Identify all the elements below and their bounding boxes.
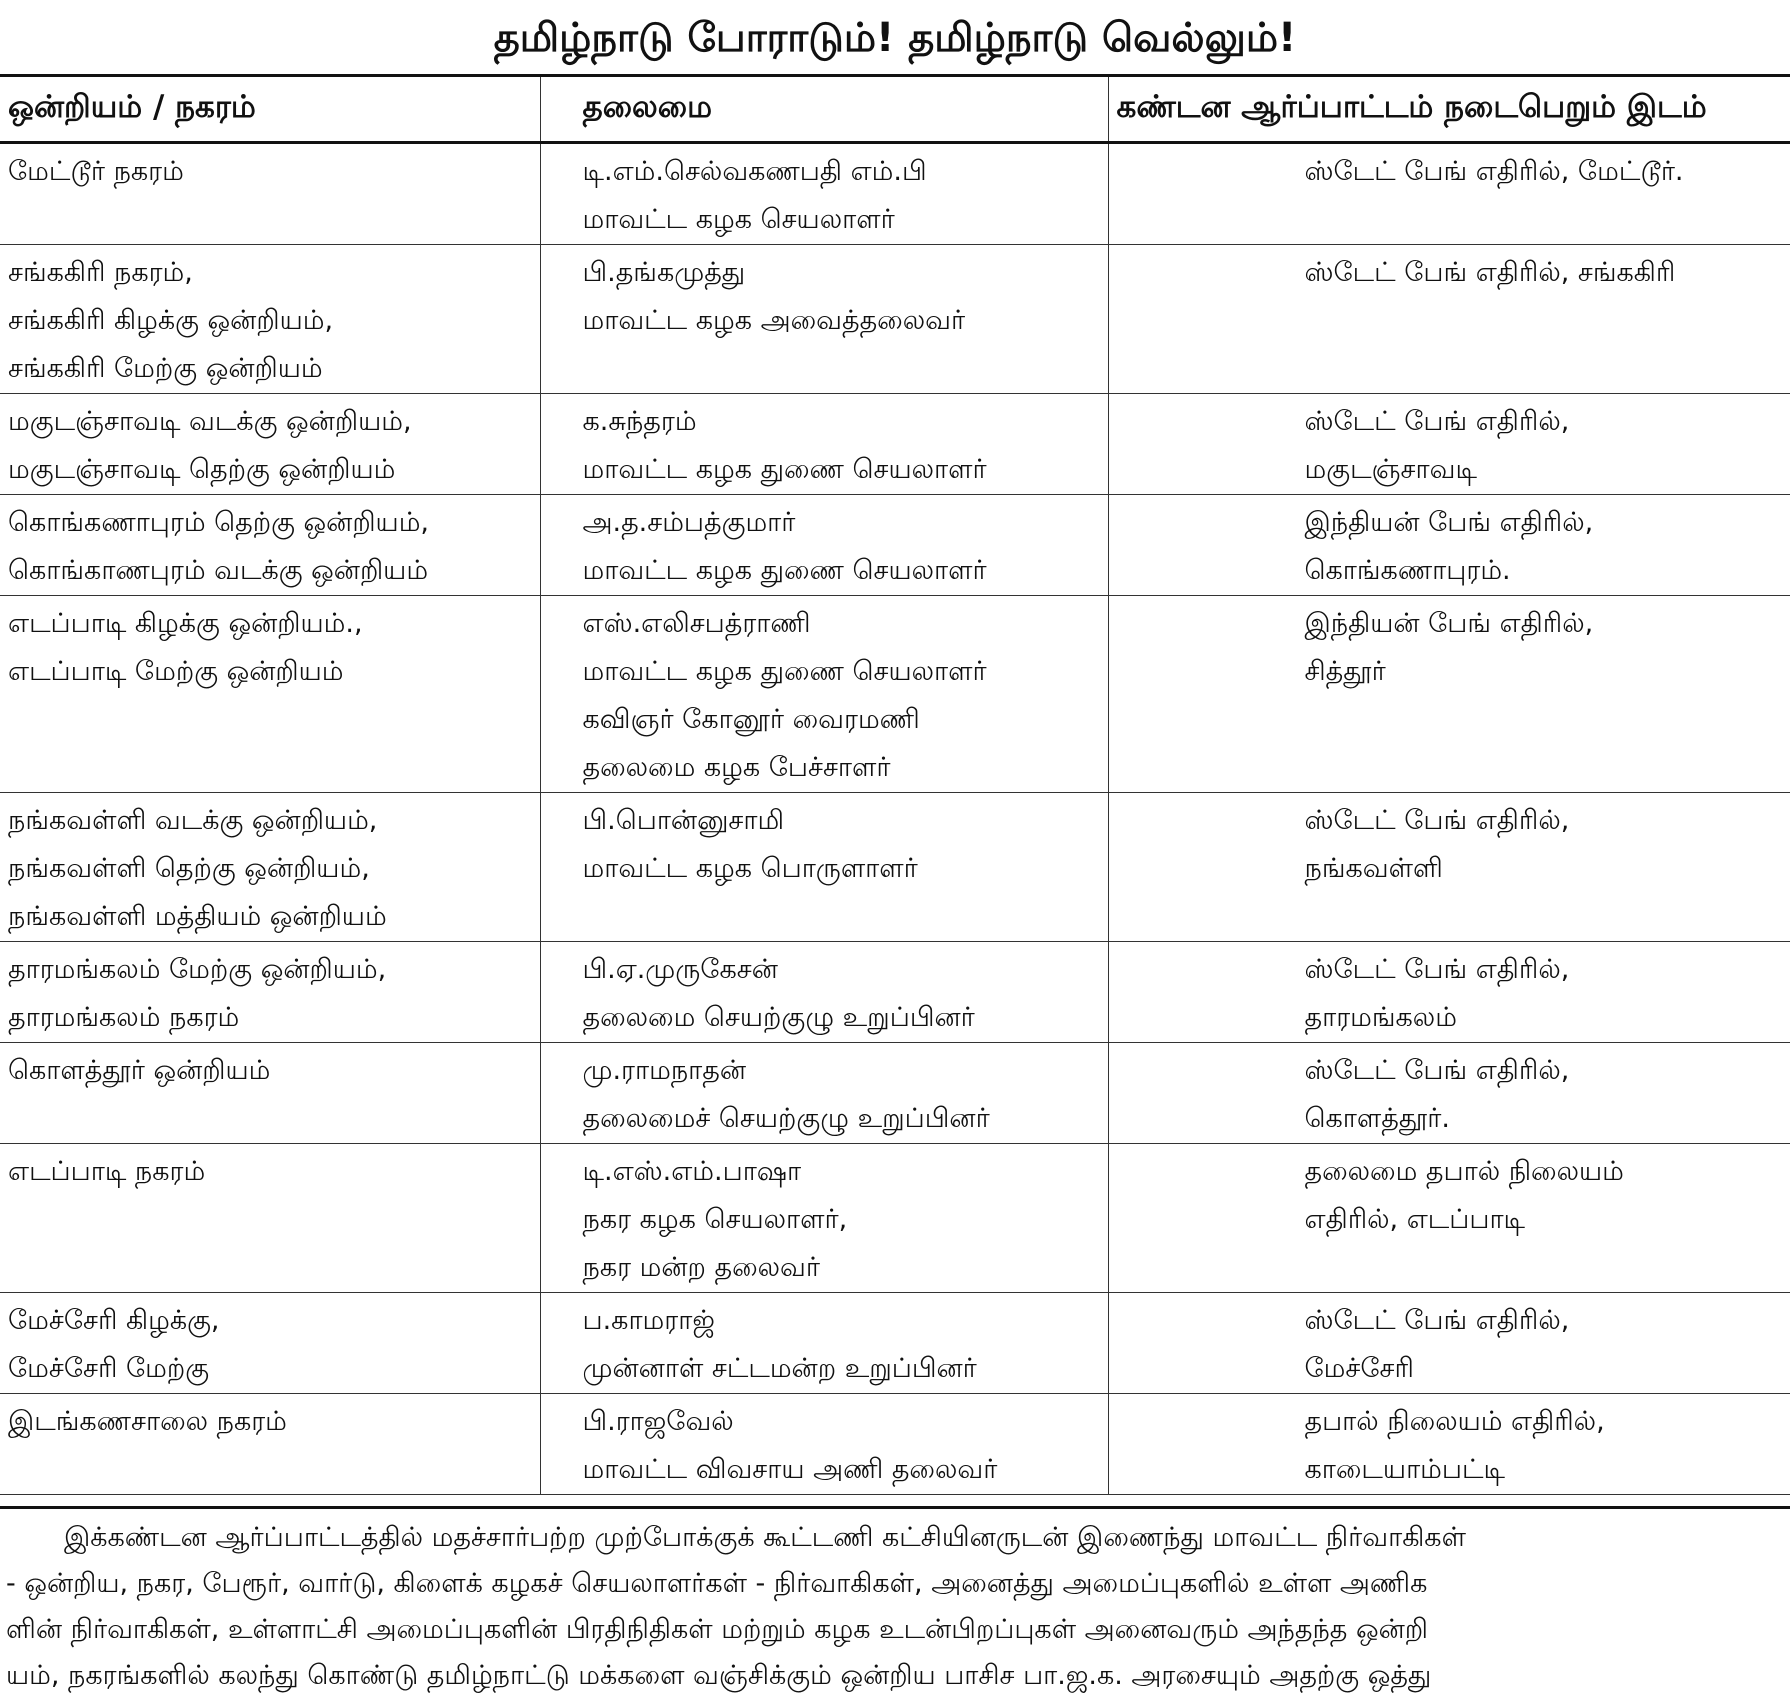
leadership-cell bbox=[540, 1293, 1108, 1394]
paragraph-line: இக்கண்டன ஆர்ப்பாட்டத்தில் மதச்சார்பற்ற முற்போக்குக் கூட்டணி கட்சியினருடன் இணைந்து மாவட்ட நிர்வாகிகள் bbox=[0, 1515, 1790, 1561]
area-line: கொங்கணாபுரம் தெற்கு ஒன்றியம், bbox=[8, 499, 540, 547]
venue-line: ஸ்டேட் பேங் எதிரில், bbox=[1305, 1297, 1790, 1345]
venue-line: மேச்சேரி bbox=[1305, 1345, 1790, 1393]
leadership-line: பி.தங்கமுத்து bbox=[583, 249, 1108, 297]
venue-cell bbox=[1108, 394, 1790, 495]
leadership-line: தலைமை செயற்குழு உறுப்பினர் bbox=[583, 994, 1108, 1042]
area-cell bbox=[0, 495, 540, 596]
leadership-line: பி.பொன்னுசாமி bbox=[583, 797, 1108, 845]
area-line: சங்ககிரி நகரம், bbox=[8, 249, 540, 297]
leadership-line: நகர மன்ற தலைவர் bbox=[583, 1244, 1108, 1292]
venue-line: இந்தியன் பேங் எதிரில், bbox=[1305, 499, 1790, 547]
page-headline: தமிழ்நாடு போராடும்! தமிழ்நாடு வெல்லும்! bbox=[0, 8, 1790, 68]
table-header-row bbox=[0, 76, 1790, 143]
venue-line: நங்கவள்ளி bbox=[1305, 845, 1790, 893]
leadership-line: தலைமைச் செயற்குழு உறுப்பினர் bbox=[583, 1095, 1108, 1143]
area-line: கொளத்தூர் ஒன்றியம் bbox=[8, 1047, 540, 1095]
paragraph-line: - ஒன்றிய, நகர, பேரூர், வார்டு, கிளைக் கழகச் செயலாளர்கள் - நிர்வாகிகள், அனைத்து அமைப்புகளில் உள்ள அணிக bbox=[0, 1561, 1790, 1607]
leadership-cell bbox=[540, 1394, 1108, 1495]
venue-line: ஸ்டேட் பேங் எதிரில், மேட்டூர். bbox=[1305, 148, 1790, 196]
area-line: நங்கவள்ளி வடக்கு ஒன்றியம், bbox=[8, 797, 540, 845]
area-line: எடப்பாடி நகரம் bbox=[8, 1148, 540, 1196]
leadership-line: மாவட்ட கழக துணை செயலாளர் bbox=[583, 648, 1108, 696]
leadership-line: ப.காமராஜ் bbox=[583, 1297, 1108, 1345]
area-line: எடப்பாடி கிழக்கு ஒன்றியம்., bbox=[8, 600, 540, 648]
area-cell bbox=[0, 942, 540, 1043]
protest-schedule-table bbox=[0, 74, 1790, 1495]
leadership-line: மாவட்ட கழக துணை செயலாளர் bbox=[583, 446, 1108, 494]
leadership-line: மாவட்ட விவசாய அணி தலைவர் bbox=[583, 1446, 1108, 1494]
venue-cell bbox=[1108, 1394, 1790, 1495]
venue-line: ஸ்டேட் பேங் எதிரில், bbox=[1305, 1047, 1790, 1095]
area-cell bbox=[0, 596, 540, 793]
leadership-cell bbox=[540, 1043, 1108, 1144]
area-cell bbox=[0, 1043, 540, 1144]
leadership-cell bbox=[540, 596, 1108, 793]
area-cell bbox=[0, 1293, 540, 1394]
leadership-line: க.சுந்தரம் bbox=[583, 398, 1108, 446]
paragraph-line: யம், நகரங்களில் கலந்து கொண்டு தமிழ்நாட்டு மக்களை வஞ்சிக்கும் ஒன்றிய பாசிச பா.ஜ.க. அரசையும் அதற்கு ஒத்து bbox=[0, 1653, 1790, 1699]
venue-cell bbox=[1108, 1144, 1790, 1293]
venue-line: சித்தூர் bbox=[1305, 648, 1790, 696]
leadership-line: முன்னாள் சட்டமன்ற உறுப்பினர் bbox=[583, 1345, 1108, 1393]
area-line: எடப்பாடி மேற்கு ஒன்றியம் bbox=[8, 648, 540, 696]
table-row bbox=[0, 495, 1790, 596]
area-line: மகுடஞ்சாவடி தெற்கு ஒன்றியம் bbox=[8, 446, 540, 494]
table-row bbox=[0, 1394, 1790, 1495]
venue-line: காடையாம்பட்டி bbox=[1305, 1446, 1790, 1494]
area-cell bbox=[0, 793, 540, 942]
leadership-line: டி.எம்.செல்வகணபதி எம்.பி bbox=[583, 148, 1108, 196]
area-line: தாரமங்கலம் நகரம் bbox=[8, 994, 540, 1042]
leadership-line: மாவட்ட கழக பொருளாளர் bbox=[583, 845, 1108, 893]
table-row bbox=[0, 942, 1790, 1043]
venue-cell bbox=[1108, 942, 1790, 1043]
area-cell bbox=[0, 1144, 540, 1293]
leadership-cell bbox=[540, 495, 1108, 596]
venue-cell bbox=[1108, 245, 1790, 394]
venue-line: இந்தியன் பேங் எதிரில், bbox=[1305, 600, 1790, 648]
leadership-line: மாவட்ட கழக அவைத்தலைவர் bbox=[583, 297, 1108, 345]
area-cell bbox=[0, 394, 540, 495]
area-line: சங்ககிரி கிழக்கு ஒன்றியம், bbox=[8, 297, 540, 345]
venue-cell bbox=[1108, 793, 1790, 942]
area-line: இடங்கணசாலை நகரம் bbox=[8, 1398, 540, 1446]
table-row bbox=[0, 1293, 1790, 1394]
venue-line: தாரமங்கலம் bbox=[1305, 994, 1790, 1042]
venue-line: ஸ்டேட் பேங் எதிரில், bbox=[1305, 946, 1790, 994]
area-line: நங்கவள்ளி மத்தியம் ஒன்றியம் bbox=[8, 893, 540, 941]
venue-cell bbox=[1108, 495, 1790, 596]
area-line: நங்கவள்ளி தெற்கு ஒன்றியம், bbox=[8, 845, 540, 893]
table-row bbox=[0, 245, 1790, 394]
leadership-cell bbox=[540, 793, 1108, 942]
leadership-line: நகர கழக செயலாளர், bbox=[583, 1196, 1108, 1244]
area-cell bbox=[0, 1394, 540, 1495]
table-row bbox=[0, 143, 1790, 245]
leadership-line: எஸ்.எலிசபத்ராணி bbox=[583, 600, 1108, 648]
leadership-line: பி.ராஜவேல் bbox=[583, 1398, 1108, 1446]
area-line: கொங்காணபுரம் வடக்கு ஒன்றியம் bbox=[8, 547, 540, 595]
leadership-line: கவிஞர் கோனூர் வைரமணி bbox=[583, 696, 1108, 744]
area-line: சங்ககிரி மேற்கு ஒன்றியம் bbox=[8, 345, 540, 393]
venue-line: கொங்கணாபுரம். bbox=[1305, 547, 1790, 595]
leadership-cell bbox=[540, 1144, 1108, 1293]
leadership-line: டி.எஸ்.எம்.பாஷா bbox=[583, 1148, 1108, 1196]
leadership-line: அ.த.சம்பத்குமார் bbox=[583, 499, 1108, 547]
venue-cell bbox=[1108, 596, 1790, 793]
leadership-line: மாவட்ட கழக செயலாளர் bbox=[583, 196, 1108, 244]
venue-cell bbox=[1108, 1293, 1790, 1394]
area-line: மேச்சேரி கிழக்கு, bbox=[8, 1297, 540, 1345]
leadership-cell bbox=[540, 394, 1108, 495]
venue-line: ஸ்டேட் பேங் எதிரில், bbox=[1305, 398, 1790, 446]
area-cell bbox=[0, 245, 540, 394]
leadership-cell bbox=[540, 245, 1108, 394]
area-line: மகுடஞ்சாவடி வடக்கு ஒன்றியம், bbox=[8, 398, 540, 446]
venue-line: மகுடஞ்சாவடி bbox=[1305, 446, 1790, 494]
leadership-line: மு.ராமநாதன் bbox=[583, 1047, 1108, 1095]
venue-cell bbox=[1108, 1043, 1790, 1144]
table-row bbox=[0, 1043, 1790, 1144]
leadership-cell bbox=[540, 942, 1108, 1043]
leadership-line: மாவட்ட கழக துணை செயலாளர் bbox=[583, 547, 1108, 595]
venue-line: எதிரில், எடப்பாடி bbox=[1305, 1196, 1790, 1244]
area-line: மேச்சேரி மேற்கு bbox=[8, 1345, 540, 1393]
table-row bbox=[0, 793, 1790, 942]
venue-line: தலைமை தபால் நிலையம் bbox=[1305, 1148, 1790, 1196]
venue-line: ஸ்டேட் பேங் எதிரில், சங்ககிரி bbox=[1305, 249, 1790, 297]
leadership-cell bbox=[540, 143, 1108, 245]
venue-cell bbox=[1108, 143, 1790, 245]
venue-line: ஸ்டேட் பேங் எதிரில், bbox=[1305, 797, 1790, 845]
venue-line: தபால் நிலையம் எதிரில், bbox=[1305, 1398, 1790, 1446]
header-area: ஒன்றியம் / நகரம் bbox=[0, 76, 540, 143]
table-row bbox=[0, 394, 1790, 495]
leadership-line: பி.ஏ.முருகேசன் bbox=[583, 946, 1108, 994]
table-row bbox=[0, 596, 1790, 793]
area-line: மேட்டூர் நகரம் bbox=[8, 148, 540, 196]
table-row bbox=[0, 1144, 1790, 1293]
header-venue: கண்டன ஆர்ப்பாட்டம் நடைபெறும் இடம் bbox=[1108, 76, 1790, 143]
closing-paragraph bbox=[0, 1506, 1790, 1699]
paragraph-line: ளின் நிர்வாகிகள், உள்ளாட்சி அமைப்புகளின் பிரதிநிதிகள் மற்றும் கழக உடன்பிறப்புகள் அனைவரும் அந்தந்த ஒன்றி bbox=[0, 1607, 1790, 1653]
area-cell bbox=[0, 143, 540, 245]
area-line: தாரமங்கலம் மேற்கு ஒன்றியம், bbox=[8, 946, 540, 994]
header-leadership: தலைமை bbox=[540, 76, 1108, 143]
venue-line: கொளத்தூர். bbox=[1305, 1095, 1790, 1143]
leadership-line: தலைமை கழக பேச்சாளர் bbox=[583, 744, 1108, 792]
